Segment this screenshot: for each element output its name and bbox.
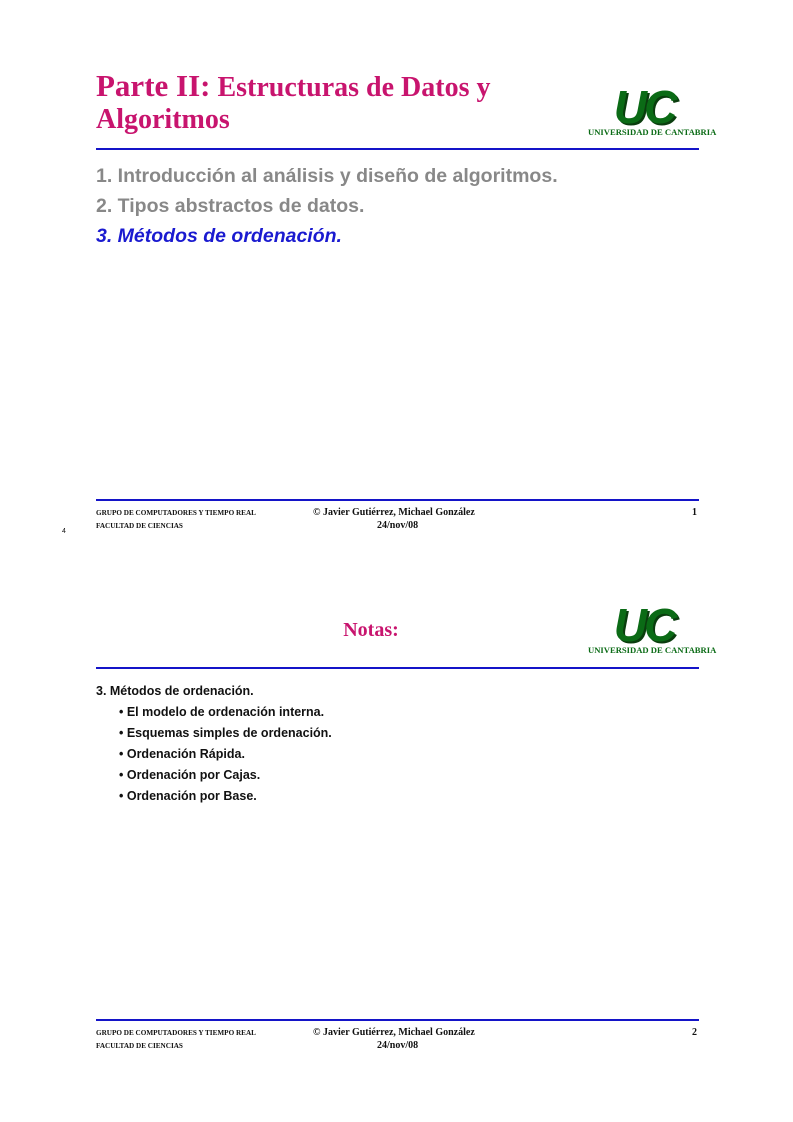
slide-title-line2: Algoritmos <box>96 104 230 135</box>
slide-title-part: Parte II: <box>96 68 211 103</box>
toc-item-3-active: 3. Métodos de ordenación. <box>96 225 342 247</box>
footer-faculty: FACULTAD DE CIENCIAS <box>96 522 183 530</box>
uc-logo <box>588 599 717 662</box>
footer-group: GRUPO DE COMPUTADORES Y TIEMPO REAL <box>96 1029 256 1037</box>
footer-group: GRUPO DE COMPUTADORES Y TIEMPO REAL <box>96 509 256 517</box>
footer-divider <box>96 499 699 501</box>
uc-logo <box>588 81 717 144</box>
uc-logo-letters: UC <box>613 81 675 133</box>
notes-bullet: • Esquemas simples de ordenación. <box>119 726 332 740</box>
uc-logo-letters: UC <box>613 599 675 651</box>
toc-item-1: 1. Introducción al análisis y diseño de algoritmos. <box>96 165 558 187</box>
toc-item-2: 2. Tipos abstractos de datos. <box>96 195 365 217</box>
footer-authors: © Javier Gutiérrez, Michael González <box>313 507 475 518</box>
footer-date: 24/nov/08 <box>377 1040 419 1051</box>
header-divider <box>96 148 699 150</box>
margin-page-number: 4 <box>62 528 66 535</box>
uc-logo-university: UNIVERSIDAD DE CANTABRIA <box>588 645 717 655</box>
notes-bullet: • Ordenación por Cajas. <box>119 768 261 782</box>
notes-bullet: • Ordenación Rápida. <box>119 747 245 761</box>
footer-divider <box>96 1019 699 1021</box>
uc-logo-university: UNIVERSIDAD DE CANTABRIA <box>588 127 717 137</box>
footer-date: 24/nov/08 <box>377 520 419 531</box>
footer-authors: © Javier Gutiérrez, Michael González <box>313 1027 475 1038</box>
footer-faculty: FACULTAD DE CIENCIAS <box>96 1042 183 1050</box>
notes-title: Notas: <box>343 619 399 641</box>
notes-bullet: • Ordenación por Base. <box>119 789 257 803</box>
notes-bullet: • El modelo de ordenación interna. <box>119 705 325 719</box>
notes-heading: 3. Métodos de ordenación. <box>96 684 254 698</box>
header-divider <box>96 667 699 669</box>
footer-page-number: 2 <box>692 1027 697 1038</box>
footer-page-number: 1 <box>692 507 697 518</box>
slide-title-rest: Estructuras de Datos y <box>217 72 491 103</box>
slide-title <box>96 70 586 136</box>
